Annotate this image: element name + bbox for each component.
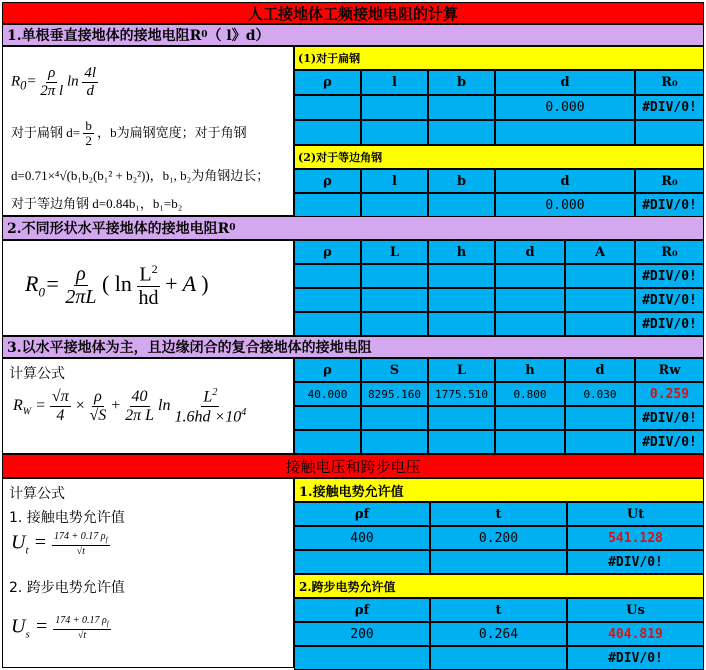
header-cell[interactable]: l (361, 70, 428, 95)
header-cell[interactable]: b (428, 70, 495, 95)
data-cell[interactable] (294, 430, 361, 454)
data-cell[interactable] (428, 430, 495, 454)
header-cell[interactable]: h (495, 358, 565, 382)
header-cell[interactable]: t (430, 598, 567, 622)
data-cell[interactable]: #DIV/0! (635, 312, 704, 336)
formula-us: $U_s$ = $\frac{174 + 0.17 \rho_f}{√t}$ (11, 615, 109, 641)
data-cell[interactable] (565, 288, 635, 312)
data-cell[interactable] (294, 646, 430, 670)
header-cell[interactable]: A (565, 240, 635, 264)
flat-steel-label: (1)对于扁钢 (294, 46, 704, 70)
data-cell[interactable] (565, 312, 635, 336)
data-cell[interactable] (495, 312, 565, 336)
data-cell[interactable]: 0.000 (495, 193, 635, 217)
data-cell[interactable] (495, 264, 565, 288)
data-cell[interactable] (294, 406, 361, 430)
section-3-formula-area (2, 358, 294, 454)
data-cell[interactable] (361, 264, 428, 288)
angle-steel-label: (2)对于等边角钢 (294, 145, 704, 169)
data-cell[interactable] (294, 312, 361, 336)
data-cell[interactable] (428, 288, 495, 312)
data-cell[interactable] (428, 193, 495, 217)
header-cell[interactable]: h (428, 240, 495, 264)
data-cell[interactable]: 0.259 (635, 382, 704, 406)
data-cell[interactable]: 0.264 (430, 622, 567, 646)
data-cell[interactable] (565, 406, 635, 430)
data-cell[interactable]: #DIV/0! (567, 550, 704, 574)
step-voltage-header: 2.跨步电势允许值 (294, 574, 704, 598)
data-cell[interactable] (294, 550, 430, 574)
formula-label-4: 计算公式 (9, 486, 65, 502)
section-2-header: 2.不同形状水平接地体的接地电阻R 0 (2, 216, 704, 240)
data-cell[interactable] (495, 406, 565, 430)
formula-ut: $U_t$ = $\frac{174 + 0.17 \rho_f}{√t}$ (11, 531, 108, 557)
formula-rw: $R_W$ = $\frac{√\pi}{4}$ × $\frac{\rho}{√S}$ + $\frac{40}{\text{2π L}}$ ln $\frac{L^2}{1.6hd \times 10^4}$ (13, 387, 247, 426)
angle-steel-formula: d=0.71×⁴√(b₁b₂(b₁² + b₂²))，b₁, b₂为角钢边长； (11, 168, 270, 183)
section-1-header: 1.单根垂直接地体的接地电阻R 0 （ l》d） (2, 24, 704, 46)
section-3-header: 3.以水平接地体为主，且边缘闭合的复合接地体的接地电阻 (2, 336, 704, 358)
data-cell[interactable] (294, 193, 361, 217)
data-cell[interactable]: #DIV/0! (635, 406, 704, 430)
data-cell[interactable] (635, 120, 704, 145)
data-cell[interactable] (361, 193, 428, 217)
data-cell[interactable]: 541.128 (567, 526, 704, 550)
data-cell[interactable]: #DIV/0! (635, 95, 704, 120)
data-cell[interactable] (294, 120, 361, 145)
data-cell[interactable]: #DIV/0! (635, 288, 704, 312)
data-cell[interactable]: 404.819 (567, 622, 704, 646)
header-cell[interactable]: ρ (294, 70, 361, 95)
data-cell[interactable] (430, 550, 567, 574)
touch-voltage-label: 1. 接触电势允许值 (9, 510, 125, 526)
section-4-header: 接触电压和跨步电压 (2, 454, 704, 478)
step-voltage-label: 2. 跨步电势允许值 (9, 580, 125, 596)
touch-voltage-header: 1.接触电势允许值 (294, 478, 704, 502)
formula-r0-horizontal: $R_0=$ $\frac{\rho}{2\pi L}$ ( ln $\frac{L^2}{hd}$ + A ) (25, 262, 209, 309)
header-cell[interactable]: Ut (567, 502, 704, 526)
data-cell[interactable]: #DIV/0! (635, 430, 704, 454)
header-cell[interactable]: L (428, 358, 495, 382)
header-cell[interactable]: ρf (294, 502, 430, 526)
data-cell[interactable]: #DIV/0! (635, 193, 704, 217)
header-cell[interactable]: d (565, 358, 635, 382)
formula-label: 计算公式 (9, 366, 65, 382)
header-cell[interactable]: ρ (294, 240, 361, 264)
header-cell[interactable]: Us (567, 598, 704, 622)
header-cell[interactable]: Rw (635, 358, 704, 382)
data-cell[interactable] (428, 264, 495, 288)
data-cell[interactable] (294, 288, 361, 312)
data-cell[interactable]: 200 (294, 622, 430, 646)
header-cell[interactable]: b (428, 169, 495, 193)
header-cell[interactable]: R₀ (635, 240, 704, 264)
data-cell[interactable]: #DIV/0! (635, 264, 704, 288)
data-cell[interactable]: 0.800 (495, 382, 565, 406)
data-cell[interactable]: 1775.510 (428, 382, 495, 406)
equal-angle-description: 对于等边角钢 d=0.84b₁，b₁=b₂ (11, 196, 183, 211)
header-cell[interactable]: d (495, 70, 635, 95)
data-cell[interactable] (495, 288, 565, 312)
header-cell[interactable]: R₀ (635, 169, 704, 193)
data-cell[interactable] (428, 406, 495, 430)
data-cell[interactable] (361, 120, 428, 145)
header-cell[interactable]: ρf (294, 598, 430, 622)
data-cell[interactable] (430, 646, 567, 670)
data-cell[interactable]: 400 (294, 526, 430, 550)
header-cell[interactable]: ρ (294, 169, 361, 193)
data-cell[interactable] (428, 120, 495, 145)
header-cell[interactable]: l (361, 169, 428, 193)
formula-r0-vertical: $R_0=$ $\frac{\rho}{\text{2π l}}$ ln $\frac{4l}{d}$ (11, 65, 97, 99)
data-cell[interactable]: 0.200 (430, 526, 567, 550)
data-cell[interactable]: 0.000 (495, 95, 635, 120)
data-cell[interactable] (565, 264, 635, 288)
data-cell[interactable]: 40.000 (294, 382, 361, 406)
section-2-formula-area (2, 240, 294, 336)
main-title: 人工接地体工频接地电阻的计算 (2, 2, 704, 24)
data-cell[interactable] (361, 95, 428, 120)
section-1-formula-area (2, 46, 294, 216)
flat-steel-description: 对于扁钢 d= $\frac{b}{2}$ ，b为扁钢宽度；对于角钢 (11, 118, 247, 149)
data-cell[interactable]: 0.030 (565, 382, 635, 406)
section-4-formula-area (2, 478, 294, 668)
header-cell[interactable]: R₀ (635, 70, 704, 95)
data-cell[interactable] (565, 430, 635, 454)
data-cell[interactable] (495, 120, 635, 145)
data-cell[interactable] (294, 95, 361, 120)
data-cell[interactable] (361, 406, 428, 430)
data-cell[interactable] (361, 430, 428, 454)
header-cell[interactable]: L (361, 240, 428, 264)
header-cell[interactable]: ρ (294, 358, 361, 382)
data-cell[interactable] (428, 312, 495, 336)
data-cell[interactable] (495, 430, 565, 454)
data-cell[interactable] (361, 288, 428, 312)
data-cell[interactable] (294, 264, 361, 288)
data-cell[interactable] (428, 95, 495, 120)
data-cell[interactable] (361, 312, 428, 336)
header-cell[interactable]: S (361, 358, 428, 382)
header-cell[interactable]: d (495, 169, 635, 193)
data-cell[interactable]: #DIV/0! (567, 646, 704, 670)
data-cell[interactable]: 8295.160 (361, 382, 428, 406)
header-cell[interactable]: d (495, 240, 565, 264)
header-cell[interactable]: t (430, 502, 567, 526)
